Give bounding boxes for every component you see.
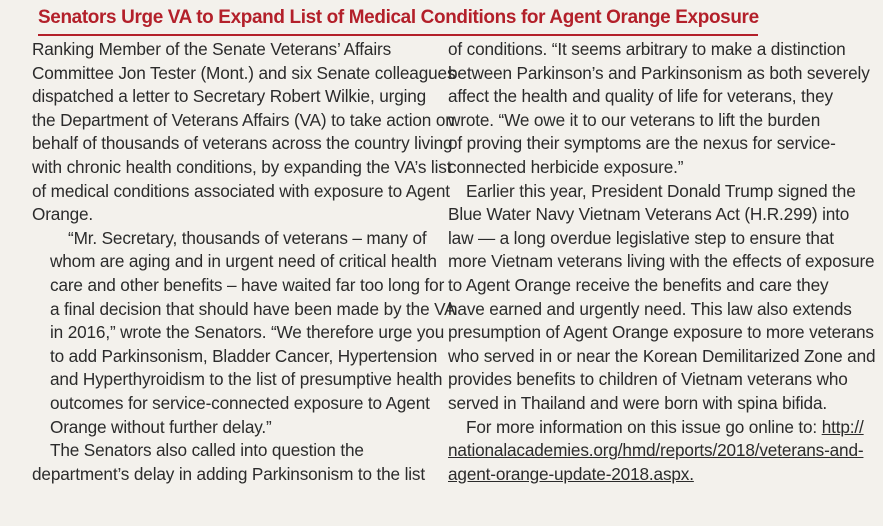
text-line: and Hyperthyroidism to the list of presumptive health bbox=[50, 369, 443, 390]
text-line: provides benefits to children of Vietnam veterans who bbox=[448, 369, 848, 390]
text-line: law — a long overdue legislative step to ensure that bbox=[448, 227, 834, 248]
left-column bbox=[32, 38, 456, 486]
paragraph-continuation bbox=[448, 38, 870, 180]
text-line: wrote. “We owe it to our veterans to lift the burden bbox=[448, 109, 821, 130]
text-line: to Agent Orange receive the benefits and care they bbox=[448, 274, 829, 295]
text-line: presumption of Agent Orange exposure to more veterans bbox=[448, 322, 874, 343]
text-line: of medical conditions associated with exposure to Agent bbox=[32, 180, 450, 201]
text-line: with chronic health conditions, by expanding the VA’s list bbox=[32, 156, 452, 177]
text-line: care and other benefits – have waited far too long for bbox=[50, 274, 445, 295]
right-column bbox=[448, 38, 876, 486]
text-line: in 2016,” wrote the Senators. “We therefore urge you bbox=[50, 322, 445, 343]
text-line: Orange without further delay.” bbox=[50, 416, 272, 437]
paragraph-quote bbox=[32, 227, 456, 439]
text-line: department’s delay in adding Parkinsonism to the list bbox=[32, 463, 425, 484]
text-line: more Vietnam veterans living with the effects of exposure bbox=[448, 251, 875, 272]
article-headline: Senators Urge VA to Expand List of Medical Conditions for Agent Orange Exposure bbox=[38, 6, 759, 28]
text-line: “Mr. Secretary, thousands of veterans – many of bbox=[68, 227, 427, 248]
text-line: of proving their symptoms are the nexus for service- bbox=[448, 133, 836, 154]
headline-underline bbox=[38, 34, 758, 36]
text-line: Ranking Member of the Senate Veterans’ Affairs bbox=[32, 39, 392, 59]
text-line: Earlier this year, President Donald Trump signed the bbox=[466, 180, 856, 201]
text-line: Blue Water Navy Vietnam Veterans Act (H.R.299) into bbox=[448, 204, 850, 225]
text-line: a final decision that should have been made by the VA bbox=[50, 298, 456, 319]
text-line: Committee Jon Tester (Mont.) and six Senate colleagues bbox=[32, 62, 456, 83]
text-line: dispatched a letter to Secretary Robert Wilkie, urging bbox=[32, 86, 427, 107]
paragraph-more-info bbox=[448, 416, 864, 487]
text-line: the Department of Veterans Affairs (VA) to take action on bbox=[32, 109, 455, 130]
text-line: between Parkinson’s and Parkinsonism as both severely bbox=[448, 62, 870, 83]
text-line: to add Parkinsonism, Bladder Cancer, Hypertension bbox=[50, 345, 438, 366]
text-line: Orange. bbox=[32, 204, 94, 225]
more-info-link[interactable]: nationalacademies.org/hmd/reports/2018/veterans-and- bbox=[448, 440, 864, 461]
text-line: served in Thailand and were born with spina bifida. bbox=[448, 392, 827, 413]
more-info-link-start[interactable]: http:// bbox=[821, 416, 864, 437]
text-line: have earned and urgently need. This law also extends bbox=[448, 298, 852, 319]
text-line: who served in or near the Korean Demilitarized Zone and bbox=[448, 345, 876, 366]
text-line: affect the health and quality of life for veterans, they bbox=[448, 86, 833, 107]
text-line: connected herbicide exposure.” bbox=[448, 156, 684, 177]
text-line: whom are aging and in urgent need of critical health bbox=[50, 251, 437, 272]
more-info-link-end[interactable]: agent-orange-update-2018.aspx. bbox=[448, 463, 694, 484]
text-line: outcomes for service-connected exposure to Agent bbox=[50, 392, 430, 413]
paragraph-intro bbox=[32, 38, 456, 227]
text-line: For more information on this issue go online to: http:// bbox=[466, 416, 864, 437]
text-line: of conditions. “It seems arbitrary to make a distinction bbox=[448, 39, 846, 59]
paragraph-blue-water-act bbox=[448, 180, 876, 416]
paragraph-delay bbox=[32, 439, 434, 486]
text-line: The Senators also called into question the bbox=[50, 440, 364, 461]
text-line: behalf of thousands of veterans across the country living bbox=[32, 133, 453, 154]
